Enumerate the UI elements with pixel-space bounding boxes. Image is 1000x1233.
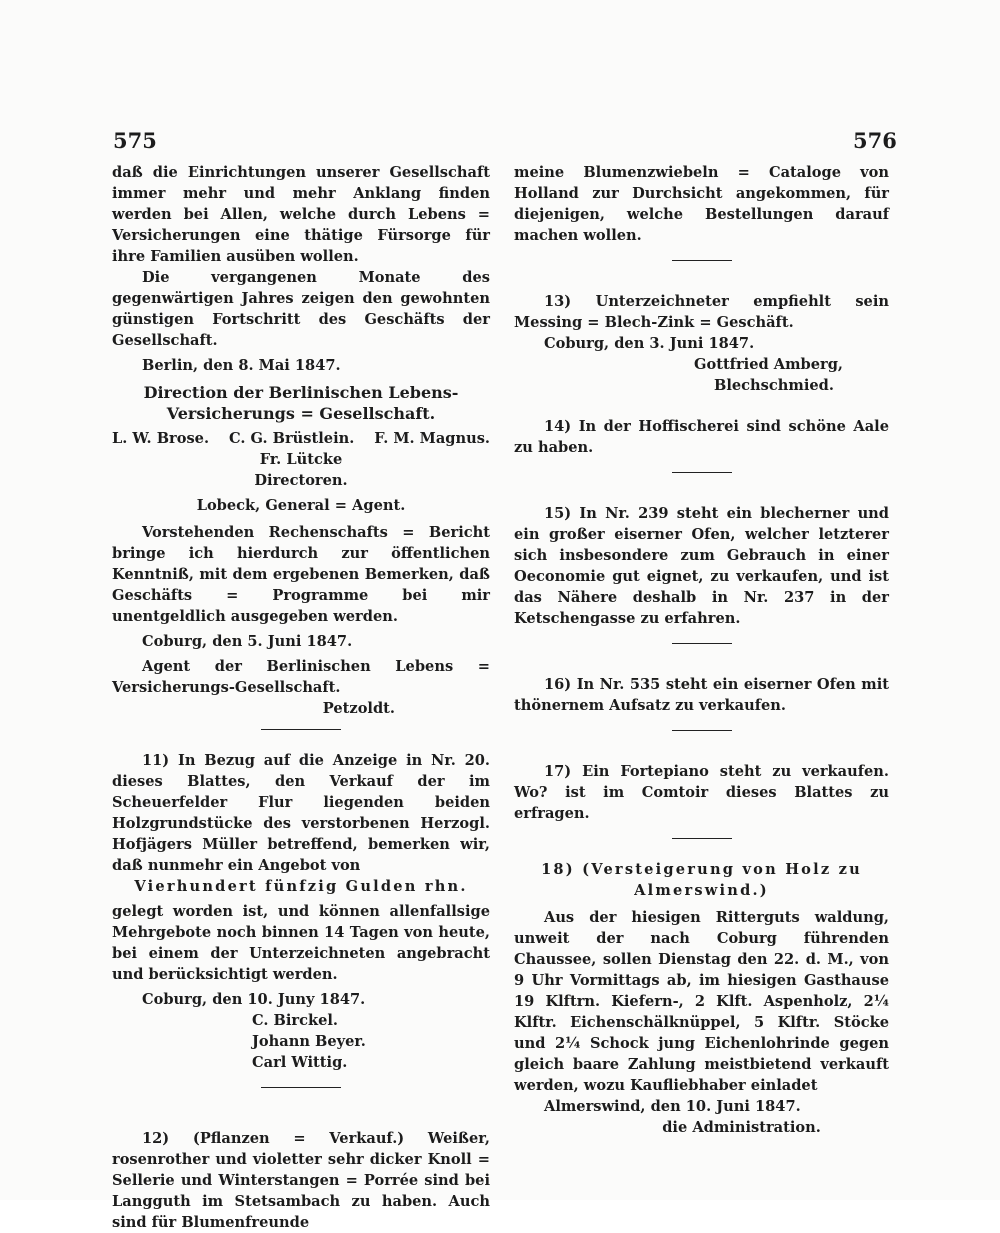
notice-11-date: Coburg, den 10. Juny 1847. <box>142 991 366 1008</box>
page-number-left: 575 <box>113 128 157 153</box>
signature-brose: L. W. Brose. <box>112 430 210 447</box>
catalogue-text: meine Blumenzwiebeln = Cataloge von Holland zur Durchsicht angekommen, für diejenigen, welche Bestellungen darauf machen wollen. <box>514 164 889 244</box>
notice-13-text: 13) Unterzeichneter empfiehlt sein Messing = Blech-Zink = Geschäft. <box>514 293 889 331</box>
page-number-right: 576 <box>853 128 897 153</box>
notice-11-signatures <box>112 1010 490 1073</box>
notice-12-text: 12) (Pflanzen = Verkauf.) Weißer, rosenrother und violetter sehr dicker Knoll = Sellerie und Winterstangen = Porrée sind bei Langguth im Stetsambach zu haben. Auch sind für Blumenfreunde <box>112 1130 490 1231</box>
signature-role: Blechschmied. <box>714 377 834 394</box>
notice-16-text: 16) In Nr. 535 steht ein eiserner Ofen mit thönernem Aufsatz zu verkaufen. <box>514 676 889 714</box>
direction-title-1: Direction der Berlinischen Lebens- <box>143 383 459 402</box>
signature-wittig: Carl Wittig. <box>252 1054 348 1071</box>
agent-notice: Vorstehenden Rechenschafts = Bericht bringe ich hierdurch zur öffentlichen Kenntniß, mit dem ergebenen Bemerken, daß Geschäfts = Programme bei mir unentgeldlich ausgegeben werden. <box>112 524 490 625</box>
signature-administration: die Administration. <box>662 1119 821 1136</box>
signature-amberg: Gottfried Amberg, <box>694 356 843 373</box>
insurance-text: daß die Einrichtungen unserer Gesellschaft immer mehr und mehr Anklang finden werden bei Allen, welche durch Lebens = Versicherungen eine thätige Fürsorge für ihre Familien ausüben wollen. <box>112 164 490 265</box>
notice-14-text: 14) In der Hoffischerei sind schöne Aale zu haben. <box>514 418 889 456</box>
agent-title: Agent der Berlinischen Lebens = Versicherungs-Gesellschaft. <box>112 658 490 696</box>
notice-13-date: Coburg, den 3. Juni 1847. <box>544 335 755 352</box>
right-column <box>514 162 889 1138</box>
signature-luetcke: Fr. Lütcke <box>259 451 343 468</box>
notice-15-text: 15) In Nr. 239 steht ein blecherner und ein großer eiserner Ofen, welcher letzterer sich insbesondere zum Gebrauch in einer Oeconomie gut eignet, zu verkaufen, und ist das Nähere deshalb in Nr. 237 in der Ketschengasse zu erfahren. <box>514 505 889 627</box>
notice-11-rest: gelegt worden ist, und können allenfallsige Mehrgebote noch binnen 14 Tagen von heute, bei einem der Unterzeichneten angebracht und berücksichtigt werden. <box>112 903 490 983</box>
signature-beyer: Johann Beyer. <box>252 1033 366 1050</box>
notice-18-heading: 18) (Versteigerung von Holz zu Almerswind.) <box>541 861 862 899</box>
notice-11-text: 11) In Bezug auf die Anzeige in Nr. 20. dieses Blattes, den Verkauf der im Scheuerfelder Flur liegenden beiden Holzgrundstücke des verstorbenen Herzogl. Hofjägers Müller betreffend, bemerken wir, daß nunmehr ein Angebot von <box>112 752 490 874</box>
signature-birckel: C. Birckel. <box>252 1012 338 1029</box>
director-signatures <box>112 428 490 449</box>
signature-petzoldt: Petzoldt. <box>322 700 395 717</box>
notice-18-text: Aus der hiesigen Ritterguts waldung, unweit der nach Coburg führenden Chaussee, sollen Dienstag den 22. d. M., von 9 Uhr Vormittags ab, im hiesigen Gasthause 19 Klftrn. Kiefern-, 2 Klft. Aspenholz, 2¼ Klftr. Eichenschälknüppel, 5 Klftr. Stöcke und 2¼ Schock jung Eichenlohrinde gegen gleich baare Zahlung meistbietend verkauft werden, wozu Kaufliebhaber einladet <box>514 909 889 1094</box>
notice-18-date: Almerswind, den 10. Juni 1847. <box>544 1098 801 1115</box>
left-column <box>112 162 490 1233</box>
signature-bruestlein: C. G. Brüstlein. <box>229 430 355 447</box>
directoren-label: Directoren. <box>254 472 348 489</box>
direction-title-2: Versicherungs = Gesellschaft. <box>166 404 436 423</box>
general-agent: Lobeck, General = Agent. <box>196 497 406 514</box>
insurance-progress-text: Die vergangenen Monate des gegenwärtigen Jahres zeigen den gewohnten günstigen Fortschritt des Geschäfts der Gesellschaft. <box>112 269 490 349</box>
notice-11-amount: Vierhundert fünfzig Gulden rhn. <box>134 878 468 895</box>
notice-17-text: 17) Ein Fortepiano steht zu verkaufen. Wo? ist im Comtoir dieses Blattes zu erfragen. <box>514 763 889 822</box>
berlin-date: Berlin, den 8. Mai 1847. <box>142 357 341 374</box>
coburg-date-1: Coburg, den 5. Juni 1847. <box>142 633 353 650</box>
signature-magnus: F. M. Magnus. <box>374 430 490 447</box>
